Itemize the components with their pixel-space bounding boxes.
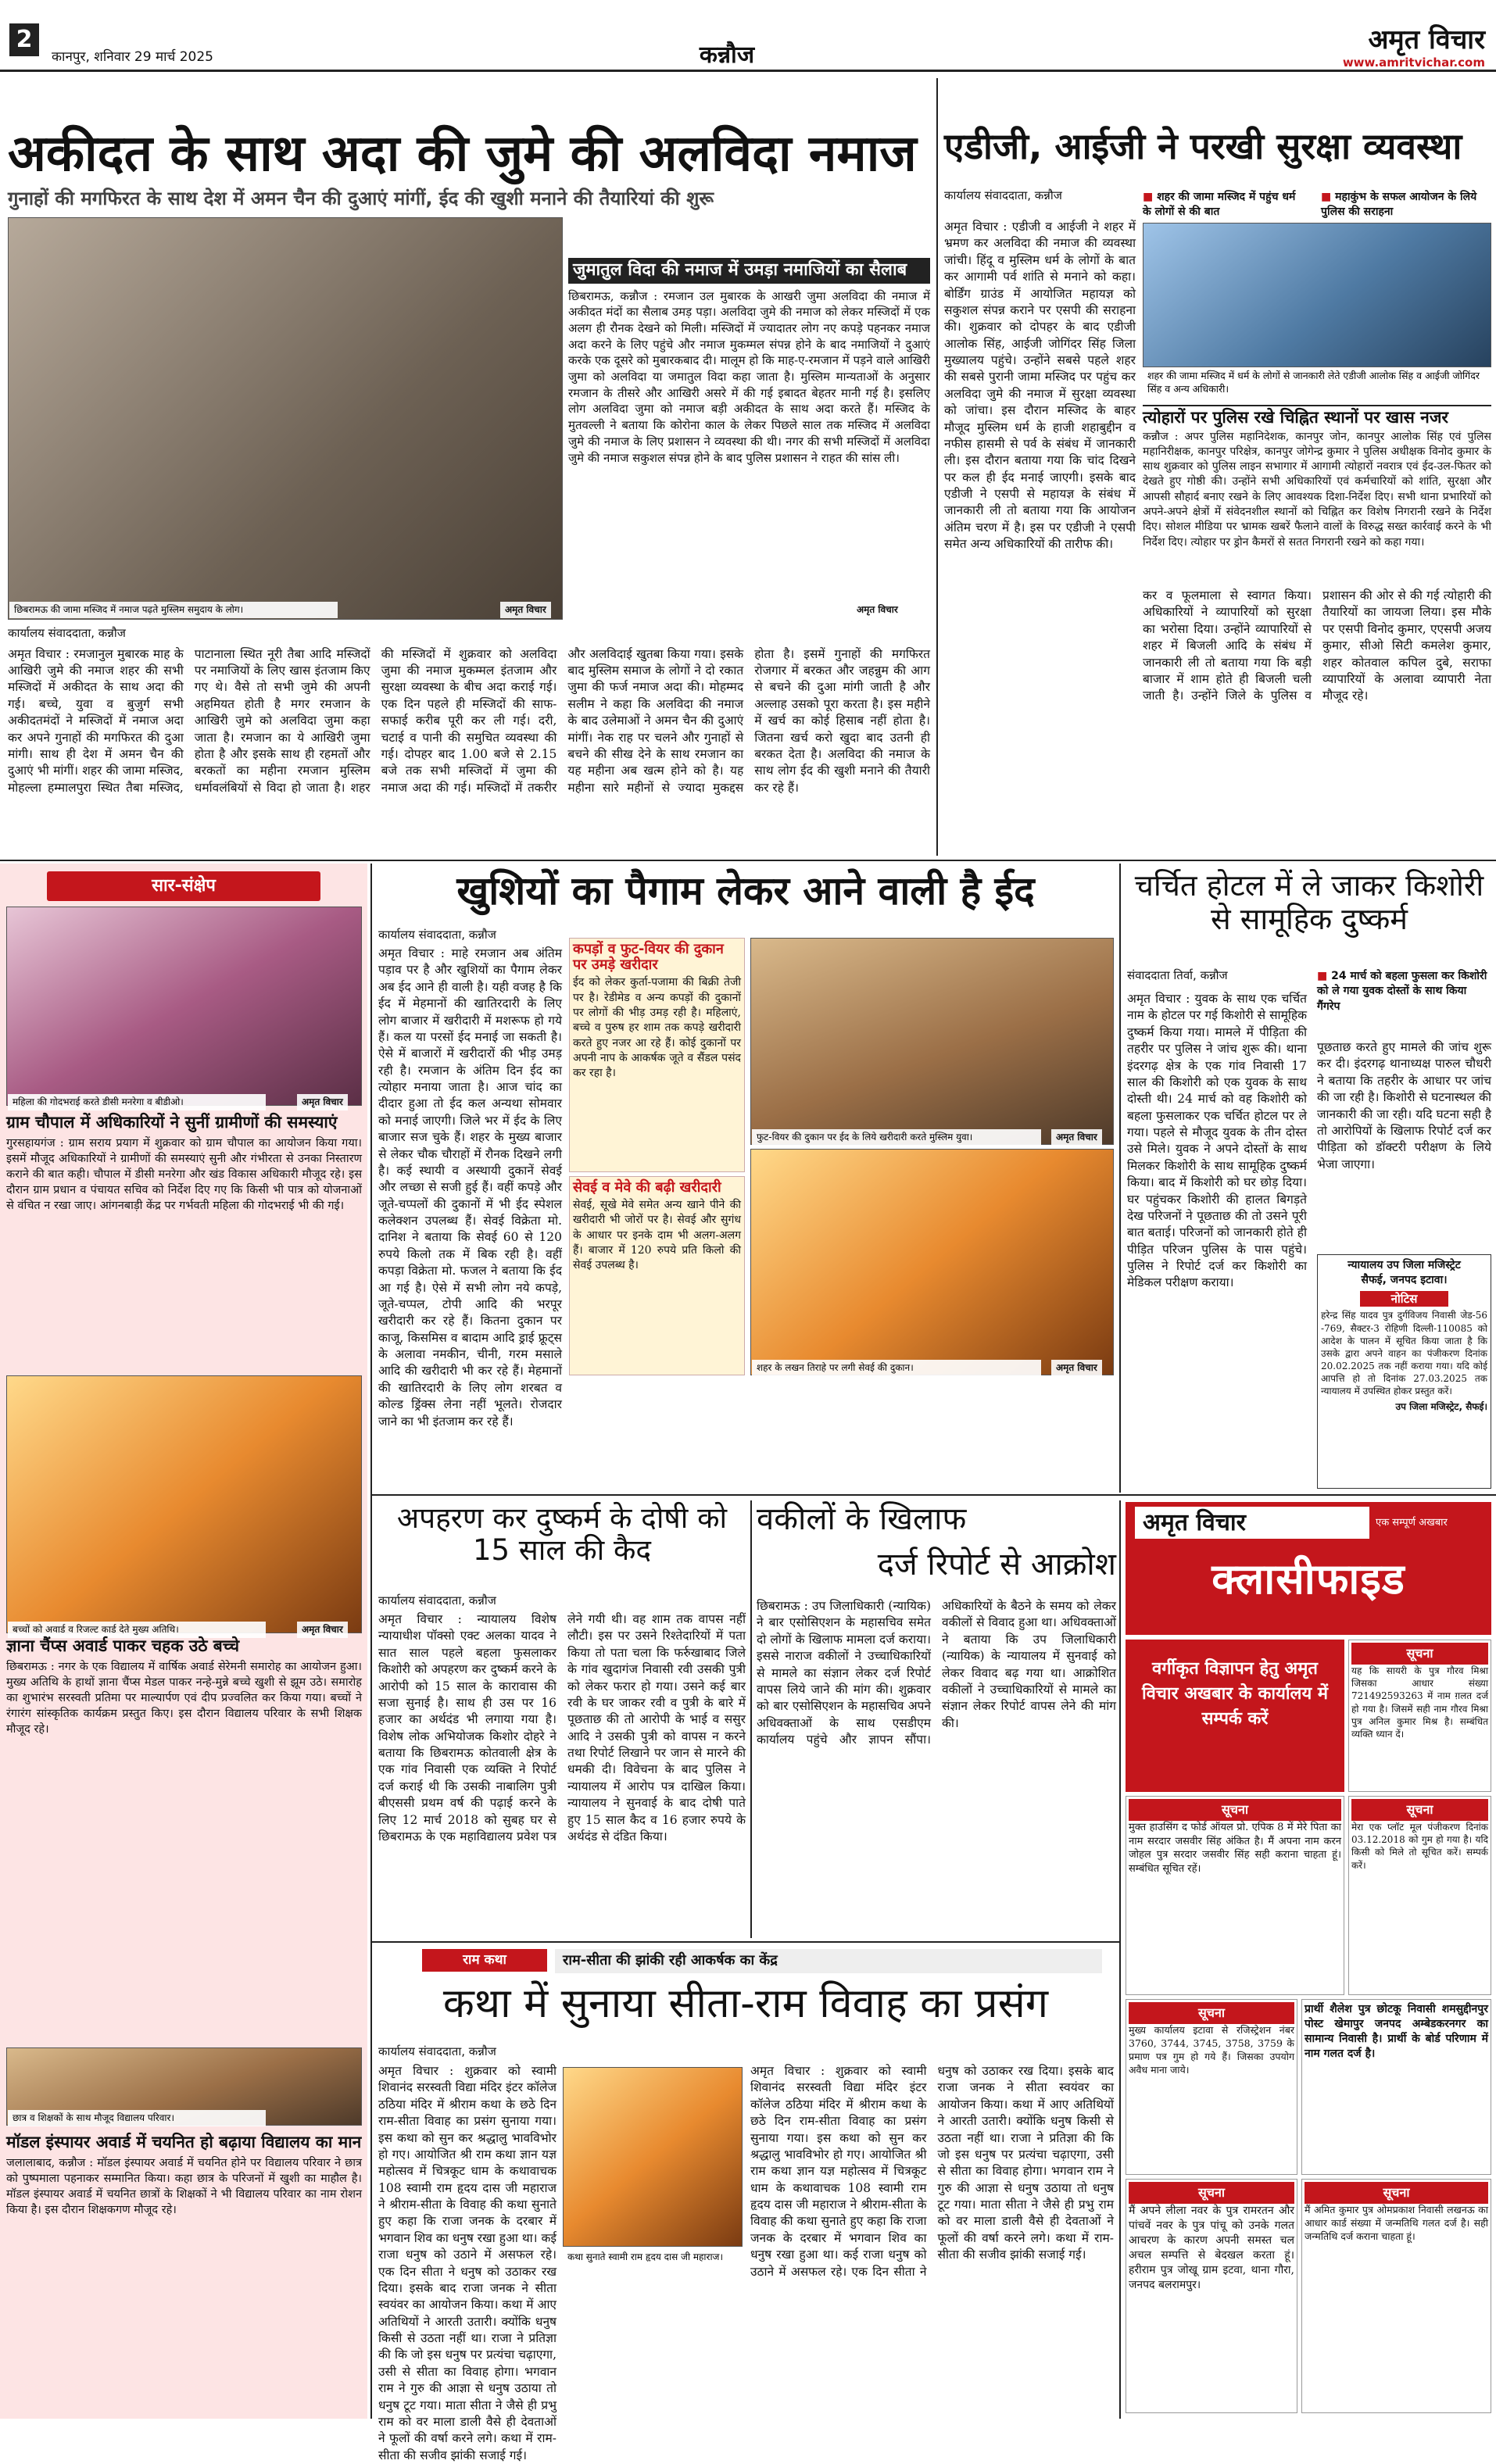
ram-katha-kicker: राम-सीता की झांकी रही आकर्षक का केंद्र bbox=[555, 1949, 1102, 1973]
sar-photo-1 bbox=[6, 907, 362, 1106]
notice-text: मेरा एक प्लॉट मूल पंजीकरण दिनांक 03.12.2018 को गुम हो गया है। यदि किसी को मिले तो सूचित करें। सम्पर्क करें। bbox=[1351, 1822, 1488, 1871]
eid-photo-2-credit: अमृत विचार bbox=[1051, 1360, 1102, 1376]
lawyers-headline-2: दर्ज रिपोर्ट से आक्रोश bbox=[877, 1547, 1116, 1582]
eid-box-2 bbox=[569, 1176, 745, 1375]
ram-katha-label: राम कथा bbox=[422, 1949, 547, 1972]
adg-bullet-1: ■ शहर की जामा मस्जिद में पहुंच धर्म के लोगों से की बात bbox=[1143, 190, 1307, 220]
sar-photo-2-credit: अमृत विचार bbox=[297, 1622, 348, 1638]
adg-photo bbox=[1143, 223, 1491, 367]
eid-photo-1-credit: अमृत विचार bbox=[1051, 1129, 1102, 1146]
classified-notice-1 bbox=[1348, 1640, 1491, 1792]
eid-photo-2-caption: शहर के लखन तिराहे पर लगी सेवई की दुकान। bbox=[752, 1360, 1041, 1376]
divider bbox=[372, 1494, 1496, 1496]
court-notice-body: हरेन्द्र सिंह यादव पुत्र दुर्गविजय निवासी जेड-56 -769, सैक्टर-3 रोहिणी दिल्ली-110085 को आदेश के पालन में सूचित किया जाता है कि उसके द्वारा अपने वाहन का पंजीकरण दिनांक 20.02.2025 तक नहीं कराया गया। यदि कोई आपत्ति हो तो दिनांक 27.03.2025 तक न्यायालय में उपस्थित होकर प्रस्तुत करें। bbox=[1321, 1310, 1487, 1397]
section-name: कन्नौज bbox=[699, 41, 755, 69]
classified-header bbox=[1126, 1502, 1491, 1635]
adg-photo-caption: शहर की जामा मस्जिद में धर्म के लोगों से जानकारी लेते एडीजी आलोक सिंह व आईजी जोगिंदर सिंह व अन्य अधिकारी। bbox=[1143, 367, 1491, 398]
police-box-body: कन्नौज : अपर पुलिस महानिदेशक, कानपुर जोन, कानपुर आलोक सिंह एवं पुलिस महानिरीक्षक, कानपुर परिक्षेत्र, कानपुर जोगेन्द्र कुमार ने पुलिस अधीक्षक विनोद कुमार के साथ शुक्रवार को पुलिस लाइन सभागार में आगामी त्योहारों नवरात्र एवं ईद-उल-फितर को देखते हुए गोष्ठी की। उन्होंने सभी अधिकारियों एवं कर्मचारियों को शांति, सुरक्षा और आपसी सौहार्द बनाए रखने के लिए आवश्यक दिशा-निर्देश दिए। सभी थाना प्रभारियों को अपने-अपने क्षेत्रों में संवेदनशील स्थानों को चिह्नित कर विशेष निगरानी रखने के निर्देश दिए। सोशल मीडिया पर भ्रामक खबरें फैलाने वालों के विरुद्ध सख्त कार्रवाई करने के भी निर्देश दिए। त्योहार पर ड्रोन कैमरों से सतत निगरानी रखने को कहा गया। bbox=[1143, 430, 1492, 549]
classified-brand: अमृत विचार bbox=[1135, 1507, 1369, 1539]
lead-photo-credit: अमृत विचार bbox=[500, 602, 551, 618]
court-notice-title-1: न्यायालय उप जिला मजिस्ट्रेट bbox=[1347, 1259, 1461, 1271]
adg-headline: एडीजी, आईजी ने परखी सुरक्षा व्यवस्था bbox=[944, 125, 1462, 167]
sar-photo-2-caption: बच्चों को अवार्ड व रिजल्ट कार्ड देते मुख्य अतिथि। bbox=[8, 1622, 266, 1638]
chhibramau-body: छिबरामऊ, कन्नौज : रमजान उल मुबारक के आखरी जुमा अलविदा की नमाज में अकीदत मंदों का सैलाब उमड़ पड़ा। अलविदा जुमे की नमाज को लेकर मस्जिदों में एक अलग ही रौनक देखने को मिली। मस्जिदों में ज्यादातर लोग नए कपड़े पहनकर नमाज अदा करने के लिए पहुंचे और नमाज मुकम्मल संपन्न होने के बाद नमाजियों ने दुआएं करके एक दूसरे को मुबारकबाद दी। मालूम हो कि माह-ए-रमजान में पड़ने वाले आखिरी जुमा को अलविदा या जमातुल विदा कहा जाता है। मुस्लिम मान्यताओं के अनुसार रमजान के तीसरे और आखिरी असरे में की गई इबादत बेहतर मानी गई है। इसलिए लोग अलविदा जुमा को नमाज बड़ी अकीदत के साथ अदा करते हैं। मस्जिद के मुतवल्ली ने बताया कि कोरोना काल के लेकर पिछले साल तक मस्जिद में अलविदा जुमे की नमाज के लिए प्रशासन ने व्यवस्था की थी। नगर की सभी मस्जिदों में अलविदा जुमे की नमाज सकुशल संपन्न होने के बाद पुलिस प्रशासन ने राहत की सांस ली। bbox=[568, 288, 930, 465]
kidnap-body: अमृत विचार : न्यायालय विशेष न्यायाधीश पॉक्सो एक्ट अलका यादव ने सात साल पहले बहला फुसलाकर किशोरी को अपहरण कर दुष्कर्म करने के आरोपी को 15 साल के कारावास की सजा सुनाई है। साथ ही उस पर 16 हजार का अर्थदंड भी लगाया गया है। विशेष लोक अभियोजक किशोर दोहरे ने बताया कि छिबरामऊ कोतवाली क्षेत्र के एक गांव निवासी एक व्यक्ति ने रिपोर्ट दर्ज कराई थी कि उसकी नाबालिग पुत्री बीएससी प्रथम वर्ष की पढ़ाई करने के लिए 12 मार्च 2018 को सुबह घर से छिबरामऊ के एक महाविद्यालय प्रवेश पत्र लेने गयी थी। वह शाम तक वापस नहीं लौटी। इस पर उसने रिश्तेदारियों में पता किया तो पता चला कि फर्रुखाबाद जिले के गांव खुदागंज निवासी रवी उसकी पुत्री को लेकर फरार हो गया। उसने कई बार रवी के घर जाकर रवी व पुत्री के बारे में पूछताछ की तो आरोपी के भाई व ससुर आदि ने उसकी पुत्री को वापस न करने तथा रिपोर्ट लिखाने पर जान से मारने की धमकी दी। विवेचना के बाद पुलिस ने न्यायालय में आरोप पत्र दाखिल किया। न्यायालय ने सुनवाई के बाद दोषी पाते हुए 15 साल कैद व 16 हजार रुपये के अर्थदंड से दंडित किया। bbox=[378, 1612, 746, 1844]
brand-url: www.amritvichar.com bbox=[1342, 55, 1485, 70]
divider bbox=[372, 1941, 1121, 1943]
notice-label: सूचना bbox=[1129, 1799, 1341, 1821]
gyana-body: छिबरामऊ : नगर के एक विद्यालय में वार्षिक अवार्ड सेरेमनी समारोह का आयोजन हुआ। मुख्य अतिथि के हाथों ज्ञाना चैंप्स मेडल पाकर नन्हे-मुन्ने बच्चे खुशी से झूम उठे। समारोह का शुभारंभ सरस्वती प्रतिमा पर माल्यार्पण एवं दीप प्रज्वलित कर किया गया। बच्चों ने रंगारंग सांस्कृतिक कार्यक्रम प्रस्तुत किए। इस दौरान विद्यालय परिवार के सभी शिक्षक मौजूद रहे। bbox=[6, 1660, 362, 1736]
ram-katha-photo-caption: कथा सुनाते स्वामी राम हृदय दास जी महाराज। bbox=[563, 2249, 743, 2266]
hotel-tail: पूछताछ करते हुए मामले की जांच शुरू कर दी। इंदरगढ़ थानाध्यक्ष पारुल चौधरी ने बताया कि तहरीर के आधार पर जांच की जा रही है। किशोरी से घटनास्थल की जानकारी की जा रही। यदि घटना सही है तो आरोपियों के खिलाफ रिपोर्ट दर्ज कर पीड़िता को डॉक्टरी परीक्षण के लिये भेजा जाएगा। bbox=[1317, 1040, 1491, 1171]
sar-sankshep-label: सार-संक्षेप bbox=[47, 871, 320, 901]
eid-box-2-headline: सेवई व मेवे की बढ़ी खरीदारी bbox=[573, 1179, 721, 1196]
classified-notice-5 bbox=[1301, 1999, 1491, 2175]
notice-text: प्रार्थी शैलेश पुत्र छोटकू निवासी शमसुद्दीनपुर पोस्ट खेमापुर जनपद अम्बेडकरनगर का सामान्य निवासी है। प्रार्थी के बोर्ड परिणाम में नाम गलत दर्ज है। bbox=[1305, 2003, 1488, 2060]
divider bbox=[1119, 1500, 1121, 2419]
adg-tail: कर व फूलमाला से स्वागत किया। अधिकारियों ने व्यापारियों को सुरक्षा का भरोसा दिया। उन्होंने व्यापारियों से शहर में बिजली आदि के संबंध में जानकारी ली तो बताया गया कि बड़ी बाजार में शाम होते ही बिजली चली जाती है। उन्होंने जिले के पुलिस व प्रशासन की ओर से की गई त्योहारी की तैयारियों का जायजा लिया। इस मौके पर एसपी विनोद कुमार, एएसपी अजय कुमार, सीओ सिटी कमलेश कुमार, शहर कोतवाल कपिल दुबे, सराफा व्यापारियों के अलावा व्यापारी नेता मौजूद रहे। bbox=[1143, 588, 1491, 703]
hotel-body: अमृत विचार : युवक के साथ एक चर्चित नाम के होटल पर गई किशोरी से सामूहिक दुष्कर्म किया गया। मामले में पीड़िता की तहरीर पर पुलिस ने जांच शुरू की। थाना इंदरगढ़ क्षेत्र के एक गांव निवासी 17 साल की किशोरी को एक युवक के साथ दोस्ती थी। 24 मार्च को वह किशोरी को बहला फुसलाकर एक चर्चित होटल पर ले गया। पहले से मौजूद युवक के तीन दोस्त उसे मिले। युवक ने अपने दोस्तों के साथ मिलकर किशोरी के साथ सामूहिक दुष्कर्म किया। बाद में किशोरी को घर छोड़ दिया। घर पहुंचकर किशोरी की हालत बिगड़ते देख परिजनों ने पूछताछ की तो उसने पूरी बात बताई। परिजनों को जानकारी होते ही पीड़ित परिजन पुलिस के पास पहुंचे। पुलिस ने रिपोर्ट दर्ज कर किशोरी का मेडिकल परीक्षण कराया। bbox=[1127, 992, 1307, 1290]
chaupal-headline: ग्राम चौपाल में अधिकारियों ने सुनीं ग्रामीणों की समस्याएं bbox=[6, 1113, 338, 1132]
ram-katha-photo bbox=[563, 2067, 743, 2247]
eid-box-1 bbox=[569, 938, 745, 1172]
divider bbox=[936, 78, 938, 856]
adg-bullet-2: ■ महाकुंभ के सफल आयोजन के लिये पुलिस की सराहना bbox=[1321, 190, 1490, 220]
notice-label: सूचना bbox=[1129, 2182, 1294, 2204]
classified-notice-6 bbox=[1126, 2179, 1297, 2413]
eid-headline: खुशियों का पैगाम लेकर आने वाली है ईद bbox=[456, 868, 1035, 914]
eid-byline: कार्यालय संवाददाता, कन्नौज bbox=[378, 928, 496, 942]
eid-photo-1 bbox=[750, 938, 1114, 1145]
sar-photo-1-caption: महिला की गोदभराई करते डीसी मनरेगा व बीडीओ। bbox=[8, 1094, 266, 1110]
court-notice bbox=[1317, 1254, 1491, 1489]
hotel-bullet: ■ 24 मार्च को बहला फुसला कर किशोरी को ले गया युवक दोस्तों के साथ किया गैंगरेप bbox=[1317, 969, 1491, 1014]
classified-ad-heading: वर्गीकृत विज्ञापन हेतु अमृत विचार अखबार के कार्यालय में सम्पर्क करें bbox=[1126, 1640, 1344, 1792]
eid-box-1-body: ईद को लेकर कुर्ता-पजामा की बिक्री तेजी पर है। रेडीमेड व अन्य कपड़ों की दुकानों पर लोगों की भीड़ उमड़ रही है। महिलाएं, बच्चे व पुरुष हर शाम तक कपड़े खरीदारी करते हुए नजर आ रहे हैं। कोई दुकानों पर अपनी नाप के आकर्षक जूते व सैंडल पसंद कर रहा है। bbox=[573, 976, 741, 1080]
notice-label: सूचना bbox=[1129, 2002, 1294, 2024]
chaupal-body: गुरसहायगंज : ग्राम सराय प्रयाग में शुक्रवार को ग्राम चौपाल का आयोजन किया गया। इसमें मौजूद अधिकारियों ने ग्रामीणों की समस्याएं सुनी और गंभीरता से उनका निस्तारण कराने की बात कही। चौपाल में डीसी मनरेगा और खंड विकास अधिकारी मौजूद रहे। इस दौरान ग्राम प्रधान व पंचायत सचिव को निर्देश दिए गए कि किसी भी पात्र को योजनाओं से वंचित न रखा जाए। आंगनबाड़ी केंद्र पर गर्भवती महिला की गोदभराई भी की गई। bbox=[6, 1136, 362, 1212]
classified-notice-4 bbox=[1126, 1999, 1297, 2175]
divider bbox=[370, 864, 372, 2419]
divider bbox=[1119, 864, 1121, 1493]
hotel-byline: संवाददाता तिर्वा, कन्नौज bbox=[1127, 968, 1228, 982]
lead-subhead: गुनाहों की मगफिरत के साथ देश में अमन चैन की दुआएं मांगीं, ईद की खुशी मनाने की तैयारियां की शुरू bbox=[8, 188, 714, 209]
court-notice-title-2: सैफई, जनपद इटावा। bbox=[1361, 1274, 1448, 1287]
classified-notice-2 bbox=[1126, 1796, 1344, 1995]
divider bbox=[0, 860, 1496, 861]
court-notice-label: नोटिस bbox=[1360, 1291, 1448, 1307]
police-box-headline: त्योहारों पर पुलिस रखे चिह्नित स्थानों पर खास नजर bbox=[1143, 408, 1449, 427]
lead-body-block bbox=[8, 625, 930, 856]
eid-box-1-headline: कपड़ों व फुट-वियर की दुकान पर उमड़े खरीदार bbox=[573, 941, 724, 974]
chhibramau-credit: अमृत विचार bbox=[852, 602, 903, 618]
sar-photo-2 bbox=[6, 1375, 362, 1633]
notice-text: मुख्य कार्यालय इटावा से रजिस्ट्रेशन नंबर 3760, 3744, 3745, 3758, 3759 के प्रमाण पत्र गुम हो गये हैं। जिसका उपयोग अवैध माना जाये। bbox=[1129, 2024, 1294, 2076]
eid-body: अमृत विचार : माहे रमजान अब अंतिम पड़ाव पर है और खुशियों का पैगाम लेकर अब ईद आने ही वाली है। यही वजह है कि ईद में मेहमानों की खातिरदारी के लिए लोग बाजार में खरीदारी में मशरूफ हो गये हैं। कल या परसों ईद मनाई जा सकती है। ऐसे में बाजारों में खरीदारों की भीड़ उमड़ रही है। रमजान के अंतिम दिन ईद का त्योहार मनाया जाता है। आज चांद का दीदार हुआ तो ईद कल अन्यथा सोमवार को मनाई जाएगी। जिले भर में ईद के लिए बाजार सज चुके हैं। शहर के मुख्य बाजार से लेकर चौक चौराहों में रौनक दिखने लगी है। कई स्थायी व अस्थायी दुकानें सेवई और लच्छा से सजी हुई हैं। वहीं कपड़े और जूते-चप्पलों की दुकानों में भी ईद स्पेशल कलेक्शन उपलब्ध हैं। सेवई विक्रेता मो. दानिश ने बताया कि सेवई 60 से 120 रुपये किलो तक में बिक रही है। वहीं कपड़ा विक्रेता मो. फजल ने बताया कि ईद आ गई है। ऐसे में सभी लोग नये कपड़े, जूते-चप्पल, टोपी आदि की भरपूर खरीदारी कर रहे हैं। कितना दुकान पर काजू, किसमिस व बादाम आदि ड्राई फ्रूट्स के अलावा नमकीन, चीनी, गरम मसाले आदि की खरीदारी भी कर रहे हैं। मेहमानों की खातिरदारी के लिए लोग शरबत व कोल्ड ड्रिंक्स लेना नहीं भूलते। रोजदार जाने का भी इंतजाम कर रहे हैं। bbox=[378, 946, 562, 1429]
gyana-headline: ज्ञाना चैंप्स अवार्ड पाकर चहक उठे बच्चे bbox=[6, 1636, 240, 1655]
eid-photo-2 bbox=[750, 1149, 1114, 1375]
lead-photo bbox=[8, 217, 563, 620]
dateline: कानपुर, शनिवार 29 मार्च 2025 bbox=[52, 49, 213, 65]
lead-body: अमृत विचार : रमजानुल मुबारक माह के आखिरी जुमे की नमाज शहर की सभी मस्जिदों में अकीदत के साथ अदा की गई। बच्चे, युवा व बुजुर्ग सभी अकीदतमंदों ने मस्जिदों में नमाज अदा कर अपने गुनाहों की मगफिरत की दुआ मांगी। साथ ही देश में अमन चैन की दुआएं भी मांगीं। शहर की जामा मस्जिद, मोहल्ला हम्मालपुरा स्थित तैबा मस्जिद, पाटानाला स्थित नूरी तैबा आदि मस्जिदों पर नमाजियों के लिए खास इंतजाम किए गए थे। वैसे तो सभी जुमे की अपनी अहमियत होती है मगर रमजान के आखिरी जुमे को अलविदा जुमा कहा जाता है। रमजान का ये आखिरी जुमा होता है और इसके साथ ही रहमतों और बरकतों का महीना रमजान मुस्लिम धर्मावलंबियों से विदा हो जाता है। शहर की मस्जिदों में शुक्रवार को अलविदा जुमा की नमाज मुकम्मल इंतजाम और सुरक्षा व्यवस्था के बीच अदा कराई गई। एक दिन पहले ही मस्जिदों की साफ-सफाई करीब पूरी कर ली गई। दरी, चटाई व पानी की समुचित व्यवस्था की गई। दोपहर बाद 1.00 बजे से 2.15 बजे तक सभी मस्जिदों में जुमा की नमाज अदा की गई। मस्जिदों में तकरीर और अलविदाई खुतबा किया गया। इसके बाद मुस्लिम समाज के लोगों ने दो रकात जुमा की फर्ज नमाज अदा की। मोहम्मद सलीम ने कहा कि अलविदा की नमाज के बाद उलेमाओं ने अमन चैन की दुआएं मांगीं। नेक राह पर चलने और गुनाहों से बचने की सीख देने के साथ रमजान का यह महीना अब खत्म होने को है। यह महीना सारे महीनों से ज्यादा मुकद्दस होता है। इसमें गुनाहों की मगफिरत रोजगार में बरकत और जहन्नुम की आग से बचने की दुआ मांगी जाती है और अल्लाह उसको पूरा करता है। इस महीने में खर्च का कोई हिसाब नहीं होता है। जितना खर्च करो खुदा बाद उतनी ही बरकत देता है। अलविदा की नमाज के साथ लोग ईद की खुशी मनाने की तैयारी कर रहे हैं। bbox=[8, 646, 930, 795]
notice-text: मैं अमित कुमार पुत्र ओमप्रकाश निवासी लखनऊ का आधार कार्ड संख्या में जन्मतिथि गलत दर्ज है। सही जन्मतिथि दर्ज कराना चाहता हूं। bbox=[1305, 2204, 1488, 2242]
eid-photo-1-caption: फुट-वियर की दुकान पर ईद के लिये खरीदारी करते मुस्लिम युवा। bbox=[752, 1129, 1041, 1146]
masthead bbox=[0, 0, 1496, 72]
ram-katha-body-1: अमृत विचार : शुक्रवार को स्वामी शिवानंद सरस्वती विद्या मंदिर इंटर कॉलेज ठठिया मंदिर में श्रीराम कथा के छठे दिन राम-सीता विवाह का प्रसंग सुनाया गया। इस कथा को सुन कर श्रद्धालु भावविभोर हो गए। आयोजित श्री राम कथा ज्ञान यज्ञ महोत्सव में चित्रकूट धाम के कथावाचक 108 स्वामी राम हृदय दास जी महाराज ने श्रीराम-सीता के विवाह की कथा सुनाते हुए कहा कि राजा जनक के दरबार में भगवान शिव का धनुष रखा हुआ था। कई राजा धनुष को उठाने में असफल रहे। एक दिन सीता ने धनुष को उठाकर रख दिया। इसके बाद राजा जनक ने सीता स्वयंवर का आयोजन किया। कथा में आए अतिथियों ने आरती उतारी। क्योंकि धनुष किसी से उठता नहीं था। राजा ने प्रतिज्ञा की कि जो इस धनुष पर प्रत्यंचा चढ़ाएगा, उसी से सीता का विवाह होगा। भगवान राम ने गुरु की आज्ञा से धनुष उठाया तो धनुष टूट गया। माता सीता ने जैसे ही प्रभु राम को वर माला डाली वैसे ही देवताओं ने फूलों की वर्षा करने लगे। कथा में राम-सीता की सजीव झांकी सजाई गई। bbox=[378, 2064, 557, 2462]
notice-label: सूचना bbox=[1351, 1643, 1488, 1665]
sar-photo-1-credit: अमृत विचार bbox=[297, 1094, 348, 1110]
lead-headline: अकीदत के साथ अदा की जुमे की अलविदा नमाज bbox=[8, 125, 917, 183]
ram-katha-headline: कथा में सुनाया सीता-राम विवाह का प्रसंग bbox=[442, 1980, 1049, 2027]
notice-text: मैं अपने लीला नवर के पुत्र रामरतन और पांचवें नवर के पुत्र पांचू को उनके गलत आचरण के कारण अपनी समस्त चल अचल सम्पत्ति से बेदखल करता हूं। हरीराम पुत्र जोखू ग्राम इटवा, थाना गौरा, जनपद बलरामपुर। bbox=[1129, 2205, 1294, 2291]
lead-photo-caption: छिबरामऊ की जामा मस्जिद में नमाज पढ़ते मुस्लिम समुदाय के लोग। bbox=[9, 602, 338, 618]
notice-label: सूचना bbox=[1351, 1799, 1488, 1821]
kidnap-headline: अपहरण कर दुष्कर्म के दोषी को 15 साल की कैद bbox=[396, 1501, 728, 1568]
adg-byline: कार्यालय संवाददाता, कन्नौज bbox=[944, 188, 1062, 202]
brand-logo: अमृत विचार bbox=[1368, 24, 1485, 55]
sar-photo-3-caption: छात्र व शिक्षकों के साथ मौजूद विद्यालय परिवार। bbox=[8, 2110, 266, 2126]
notice-text: यह कि सायरी के पुत्र गौरव मिश्रा जिसका आधार संख्या 721492593263 में नाम ग़लत दर्ज हो गया है। जिसमें सही नाम गौरव मिश्रा पुत्र अनिल कुमार मिश्र है। सम्बंधित व्यक्ति ध्यान दें। bbox=[1351, 1665, 1488, 1740]
classified-notice-3 bbox=[1348, 1796, 1491, 1995]
lawyers-headline-1: वकीलों के खिलाफ bbox=[757, 1501, 967, 1537]
classified-title: क्लासीफाइड bbox=[1211, 1554, 1405, 1604]
chhibramau-headline: जुमातुल विदा की नमाज में उमड़ा नमाजियों का सैलाब bbox=[568, 258, 930, 284]
page-number: 2 bbox=[9, 23, 39, 56]
classified-notice-7 bbox=[1301, 2179, 1491, 2413]
chhibramau-sidebar bbox=[568, 258, 930, 613]
lawyers-body: छिबरामऊ : उप जिलाधिकारी (न्यायिक) ने बार एसोसिएशन के महासचिव समेत दो लोगों के खिलाफ मामला दर्ज कराया। इससे नाराज वकीलों ने उच्चाधिकारियों से मामले का संज्ञान लेकर दर्ज रिपोर्ट वापस लिये जाने की मांग की। शुक्रवार को बार एसोसिएशन के महासचिव अपने अधिवक्ताओं के साथ एसडीएम कार्यालय पहुंचे और ज्ञापन सौंपा। अधिकारियों के बैठने के समय को लेकर वकीलों से विवाद हुआ था। अधिवक्ताओं ने बताया कि उप जिलाधिकारी (न्यायिक) के न्यायालय में सुनवाई को लेकर विवाद बढ़ गया था। आक्रोशित वकीलों ने उच्चाधिकारियों से मामले का संज्ञान लेकर रिपोर्ट वापस लेने की मांग की। bbox=[757, 1599, 1116, 1747]
notice-text: मुक्त हाउसिंग द फोर्ड ऑयल प्रो. एपिक 8 में मेरे पिता का नाम सरदार जसवीर सिंह अंकित है। मैं अपना नाम करन जोहल पुत्र सरदार जसवीर सिंह सही कराना चाहता हूं। सम्बंधित सूचित रहें। bbox=[1129, 1822, 1341, 1875]
eid-box-2-body: सेवई, सूखे मेवे समेत अन्य खाने पीने की खरीदारी भी जोरों पर है। सेवई और सुगंध के आधार पर इनके दाम भी अलग-अलग हैं। बाजार में 120 रुपये प्रति किलो की सेवई उपलब्ध है। bbox=[573, 1199, 741, 1272]
inspire-body: जलालाबाद, कन्नौज : मॉडल इंस्पायर अवार्ड में चयनित होने पर विद्यालय परिवार ने छात्र को पुष्पमाला पहनाकर सम्मानित किया। कहा छात्र के परिजनों में खुशी का माहौल है। मॉडल इंस्पायर अवार्ड में चयनित छात्रों के शिक्षकों ने भी विद्यालय परिवार का नाम रोशन किया है। इस दौरान शिक्षकगण मौजूद रहे। bbox=[6, 2156, 362, 2216]
court-notice-sign: उप जिला मजिस्ट्रेट, सैफई। bbox=[1395, 1400, 1487, 1412]
notice-label: सूचना bbox=[1305, 2182, 1488, 2204]
inspire-headline: मॉडल इंस्पायर अवार्ड में चयनित हो बढ़ाया विद्यालय का मान bbox=[6, 2133, 362, 2151]
chaupal-story bbox=[6, 1114, 362, 1371]
ram-katha-byline: कार्यालय संवाददाता, कन्नौज bbox=[378, 2044, 496, 2058]
lead-byline: कार्यालय संवाददाता, कन्नौज bbox=[8, 626, 126, 640]
police-box bbox=[1143, 405, 1491, 581]
kidnap-byline: कार्यालय संवाददाता, कन्नौज bbox=[378, 1593, 496, 1608]
hotel-headline: चर्चित होटल में ले जाकर किशोरी से सामूहिक दुष्कर्म bbox=[1134, 868, 1484, 936]
adg-body: अमृत विचार : एडीजी व आईजी ने शहर में भ्रमण कर अलविदा की नमाज की व्यवस्था जांची। हिंदू व मुस्लिम धर्म के लोगों के बात कर आगामी पर्व शांति से मनाने को कहा। बोर्डिंग ग्राउंड में आयोजित महायज्ञ को सकुशल संपन्न कराने पर एसपी की सराहना की। शुक्रवार को दोपहर के बाद एडीजी आलोक सिंह, आईजी जोगिंदर सिंह जिला मुख्यालय पहुंचे। उन्होंने सबसे पहले शहर की सबसे पुरानी जामा मस्जिद पर पहुंच कर अलविदा जुमे की नमाज में सुरक्षा व्यवस्था को जांचा। इस दौरान मस्जिद के बाहर मौजूद मुस्लिम धर्म के हाजी शहाबुद्दीन व नफीस हासमी से पर्व के संबंध में जानकारी ली। इस दौरान बताया गया कि चांद दिखने पर कल ही ईद मनाई जाएगी। इसके बाद एडीजी ने एसपी से महायज्ञ के संबंध में जानकारी ली तो बताया गया कि आयोजन अंतिम चरण में है। इस पर एडीजी ने एसपी समेत अन्य अधिकारियों की तारीफ की। bbox=[944, 220, 1136, 552]
gyana-story bbox=[6, 1637, 362, 2044]
inspire-story bbox=[6, 2133, 362, 2415]
classified-tagline: एक सम्पूर्ण अखबार bbox=[1376, 1517, 1448, 1529]
divider bbox=[750, 1500, 752, 1938]
ram-katha-body-2: अमृत विचार : शुक्रवार को स्वामी शिवानंद सरस्वती विद्या मंदिर इंटर कॉलेज ठठिया मंदिर में श्रीराम कथा के छठे दिन राम-सीता विवाह का प्रसंग सुनाया गया। इस कथा को सुन कर श्रद्धालु भावविभोर हो गए। आयोजित श्री राम कथा ज्ञान यज्ञ महोत्सव में चित्रकूट धाम के कथावाचक 108 स्वामी राम हृदय दास जी महाराज ने श्रीराम-सीता के विवाह की कथा सुनाते हुए कहा कि राजा जनक के दरबार में भगवान शिव का धनुष रखा हुआ था। कई राजा धनुष को उठाने में असफल रहे। एक दिन सीता ने धनुष को उठाकर रख दिया। इसके बाद राजा जनक ने सीता स्वयंवर का आयोजन किया। कथा में आए अतिथियों ने आरती उतारी। क्योंकि धनुष किसी से उठता नहीं था। राजा ने प्रतिज्ञा की कि जो इस धनुष पर प्रत्यंचा चढ़ाएगा, उसी से सीता का विवाह होगा। भगवान राम ने गुरु की आज्ञा से धनुष उठाया तो धनुष टूट गया। माता सीता ने जैसे ही प्रभु राम को वर माला डाली वैसे ही देवताओं ने फूलों की वर्षा करने लगे। कथा में राम-सीता की सजीव झांकी सजाई गई। bbox=[750, 2064, 1114, 2279]
